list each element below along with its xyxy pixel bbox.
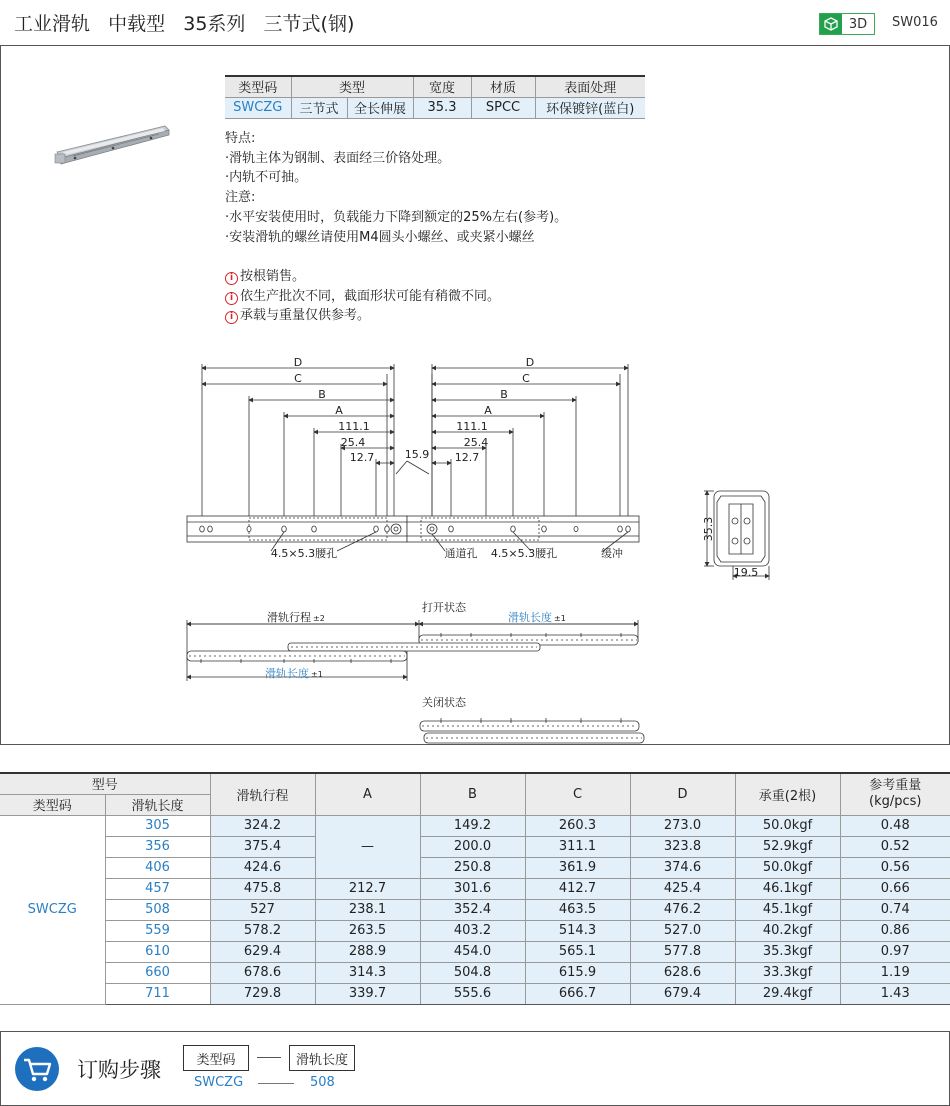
cell-a: 212.7 xyxy=(315,878,420,899)
cell-travel: 678.6 xyxy=(210,962,315,983)
table-row xyxy=(0,920,950,941)
info-icon: i xyxy=(225,292,238,305)
header-code: 类型码 xyxy=(0,794,105,815)
feature-line: ·滑轨主体为钢制、表面经三价铬处理。 xyxy=(225,150,451,166)
cart-icon xyxy=(15,1047,59,1091)
cell-c: 260.3 xyxy=(525,815,630,836)
cell-a: 238.1 xyxy=(315,899,420,920)
table-row xyxy=(0,899,950,920)
cell-c: 361.9 xyxy=(525,857,630,878)
cell-load: 29.4kgf xyxy=(735,983,840,1004)
cell-length[interactable]: 711 xyxy=(105,983,210,1004)
order-box-code: 类型码 xyxy=(183,1045,249,1071)
cell-travel: 475.8 xyxy=(210,878,315,899)
closed-state-label: 关闭状态 xyxy=(422,696,466,709)
cell-c: 615.9 xyxy=(525,962,630,983)
header-model: 型号 xyxy=(0,773,210,794)
length-label-bottom: 滑轨长度 xyxy=(265,667,309,680)
spec-header-material: 材质 xyxy=(471,76,535,97)
spec-material: SPCC xyxy=(471,97,535,118)
cell-d: 374.6 xyxy=(630,857,735,878)
cell-weight: 1.43 xyxy=(840,983,950,1004)
dim-c-right: C xyxy=(522,372,530,385)
cell-c: 666.7 xyxy=(525,983,630,1004)
cell-d: 628.6 xyxy=(630,962,735,983)
cell-load: 52.9kgf xyxy=(735,836,840,857)
section-width: 19.5 xyxy=(733,566,759,579)
cell-a: 288.9 xyxy=(315,941,420,962)
order-title: 订购步骤 xyxy=(77,1058,161,1082)
order-connector xyxy=(257,1057,281,1058)
header-d: D xyxy=(630,773,735,815)
product-code: SW016 xyxy=(892,15,938,30)
order-value-length[interactable]: 508 xyxy=(310,1075,335,1090)
hole-label-left: 4.5×5.3腰孔 xyxy=(270,547,338,560)
cell-a: 263.5 xyxy=(315,920,420,941)
cell-b: 250.8 xyxy=(420,857,525,878)
notes xyxy=(225,129,567,326)
cell-travel: 629.4 xyxy=(210,941,315,962)
hole-label-right: 4.5×5.3腰孔 xyxy=(490,547,558,560)
warning-text: 按根销售。 xyxy=(240,268,306,284)
cube-icon xyxy=(820,14,842,34)
order-steps xyxy=(0,1031,950,1106)
cell-weight: 1.19 xyxy=(840,962,950,983)
table-row xyxy=(0,878,950,899)
cell-c: 565.1 xyxy=(525,941,630,962)
dim-a-left: A xyxy=(335,404,343,417)
dim-25-left: 25.4 xyxy=(340,436,366,449)
cell-c: 514.3 xyxy=(525,920,630,941)
cell-length[interactable]: 406 xyxy=(105,857,210,878)
dim-111-left: 111.1 xyxy=(338,420,370,433)
cell-length[interactable]: 457 xyxy=(105,878,210,899)
cell-length[interactable]: 660 xyxy=(105,962,210,983)
dim-d-right: D xyxy=(525,356,535,369)
cell-b: 555.6 xyxy=(420,983,525,1004)
cell-weight: 0.66 xyxy=(840,878,950,899)
product-thumbnail xyxy=(53,122,173,212)
table-row xyxy=(0,983,950,1004)
order-value-connector xyxy=(258,1083,294,1084)
warning-line xyxy=(225,306,567,326)
dim-c-left: C xyxy=(294,372,302,385)
length-tolerance-bottom: ±1 xyxy=(311,670,323,679)
cell-load: 40.2kgf xyxy=(735,920,840,941)
spec-header-width: 宽度 xyxy=(413,76,471,97)
table-row xyxy=(0,836,950,857)
cell-d: 476.2 xyxy=(630,899,735,920)
3d-model-button[interactable] xyxy=(819,13,875,35)
cell-length[interactable]: 305 xyxy=(105,815,210,836)
dim-b-left: B xyxy=(318,388,326,401)
table-row xyxy=(0,941,950,962)
cell-weight: 0.56 xyxy=(840,857,950,878)
header-a: A xyxy=(315,773,420,815)
length-label-top: 滑轨长度 xyxy=(508,611,552,624)
cell-c: 311.1 xyxy=(525,836,630,857)
travel-tolerance: ±2 xyxy=(313,614,325,623)
spec-finish: 环保镀锌(蓝白) xyxy=(535,97,645,118)
dim-b-right: B xyxy=(500,388,508,401)
spec-header-code: 类型码 xyxy=(225,76,291,97)
3d-label: 3D xyxy=(848,16,868,32)
cell-weight: 0.52 xyxy=(840,836,950,857)
cell-a-dash: — xyxy=(315,815,420,878)
cell-length[interactable]: 508 xyxy=(105,899,210,920)
caution-title: 注意: xyxy=(225,190,256,206)
cell-d: 323.8 xyxy=(630,836,735,857)
header-b: B xyxy=(420,773,525,815)
table-row xyxy=(0,962,950,983)
cell-d: 527.0 xyxy=(630,920,735,941)
cell-load: 33.3kgf xyxy=(735,962,840,983)
features-title: 特点: xyxy=(225,131,256,146)
page-title: 工业滑轨 中载型 35系列 三节式(钢) xyxy=(14,13,355,35)
order-value-code[interactable]: SWCZG xyxy=(194,1075,244,1090)
cell-load: 50.0kgf xyxy=(735,857,840,878)
cell-travel: 527 xyxy=(210,899,315,920)
header xyxy=(0,0,950,46)
dim-12-right: 12.7 xyxy=(454,451,480,464)
dim-12-left: 12.7 xyxy=(349,451,375,464)
caution-line: ·水平安装使用时，负载能力下降到额定的25%左右(参考)。 xyxy=(225,209,568,225)
buffer-label: 缓冲 xyxy=(601,547,623,560)
cell-b: 403.2 xyxy=(420,920,525,941)
cell-travel: 375.4 xyxy=(210,836,315,857)
cell-a: 339.7 xyxy=(315,983,420,1004)
cell-length[interactable]: 610 xyxy=(105,941,210,962)
cell-load: 45.1kgf xyxy=(735,899,840,920)
cell-weight: 0.86 xyxy=(840,920,950,941)
dim-25-right: 25.4 xyxy=(463,436,489,449)
spec-width: 35.3 xyxy=(413,97,471,118)
info-icon: i xyxy=(225,272,238,285)
dim-a-right: A xyxy=(484,404,492,417)
cell-load: 50.0kgf xyxy=(735,815,840,836)
cell-travel: 424.6 xyxy=(210,857,315,878)
open-state-label: 打开状态 xyxy=(422,601,466,614)
channel-hole-label: 通道孔 xyxy=(444,547,478,560)
cell-d: 577.8 xyxy=(630,941,735,962)
cell-load: 35.3kgf xyxy=(735,941,840,962)
warning-text: 依生产批次不同，截面形状可能有稍微不同。 xyxy=(240,288,501,304)
spec-type1: 三节式 xyxy=(291,97,347,118)
cell-c: 463.5 xyxy=(525,899,630,920)
warning-line xyxy=(225,267,567,287)
travel-label: 滑轨行程 xyxy=(267,611,311,624)
cell-travel: 324.2 xyxy=(210,815,315,836)
cell-c: 412.7 xyxy=(525,878,630,899)
cell-b: 301.6 xyxy=(420,878,525,899)
dim-111-right: 111.1 xyxy=(456,420,488,433)
cell-weight: 0.48 xyxy=(840,815,950,836)
cell-a: 314.3 xyxy=(315,962,420,983)
spec-header-type: 类型 xyxy=(291,76,413,97)
dimension-table xyxy=(0,772,950,1005)
header-length: 滑轨长度 xyxy=(105,794,210,815)
caution-line: ·安装滑轨的螺丝请使用M4圆头小螺丝、或夹紧小螺丝 xyxy=(225,229,535,245)
cell-travel: 729.8 xyxy=(210,983,315,1004)
dim-15-9: 15.9 xyxy=(404,448,430,461)
warning-text: 承载与重量仅供参考。 xyxy=(240,308,371,324)
cell-b: 504.8 xyxy=(420,962,525,983)
header-load: 承重(2根) xyxy=(735,773,840,815)
cell-d: 425.4 xyxy=(630,878,735,899)
cell-code[interactable]: SWCZG xyxy=(0,815,105,1004)
cell-weight: 0.97 xyxy=(840,941,950,962)
info-icon: i xyxy=(225,311,238,324)
length-tolerance-top: ±1 xyxy=(554,614,566,623)
section-height: 35.3 xyxy=(702,516,715,542)
spec-table xyxy=(225,75,645,119)
cell-load: 46.1kgf xyxy=(735,878,840,899)
table-row xyxy=(0,815,950,836)
cell-d: 679.4 xyxy=(630,983,735,1004)
technical-drawing xyxy=(1,346,949,746)
cell-b: 454.0 xyxy=(420,941,525,962)
table-row xyxy=(0,857,950,878)
cell-d: 273.0 xyxy=(630,815,735,836)
product-panel xyxy=(0,46,950,745)
order-box-length: 滑轨长度 xyxy=(289,1045,355,1071)
spec-header-finish: 表面处理 xyxy=(535,76,645,97)
cell-length[interactable]: 356 xyxy=(105,836,210,857)
header-weight: 参考重量 (kg/pcs) xyxy=(840,773,950,815)
cell-weight: 0.74 xyxy=(840,899,950,920)
cell-b: 352.4 xyxy=(420,899,525,920)
cell-b: 149.2 xyxy=(420,815,525,836)
cell-b: 200.0 xyxy=(420,836,525,857)
spec-code[interactable]: SWCZG xyxy=(225,97,291,118)
warning-line xyxy=(225,287,567,307)
spec-type2: 全长伸展 xyxy=(347,97,413,118)
cell-length[interactable]: 559 xyxy=(105,920,210,941)
cell-travel: 578.2 xyxy=(210,920,315,941)
feature-line: ·内轨不可抽。 xyxy=(225,170,308,186)
dim-d-left: D xyxy=(293,356,303,369)
header-c: C xyxy=(525,773,630,815)
header-travel: 滑轨行程 xyxy=(210,773,315,815)
